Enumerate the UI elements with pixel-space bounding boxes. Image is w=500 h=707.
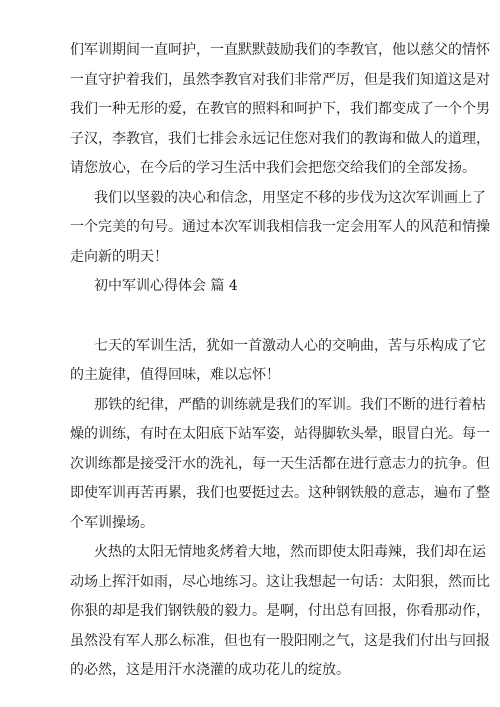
text-line: 我们以坚毅的决心和信念，用坚定不移的步伐为这次军训画上了: [94, 189, 486, 206]
text-line: 的主旋律，值得回味，难以忘怀！: [70, 367, 280, 383]
text-line: 子汉，李教官，我们七排会永远记住您对我们的教诲和做人的道理，: [70, 130, 490, 147]
text-line: 次训练都是接受汗水的洗礼，每一天生活都在进行意志力的抗争。但: [70, 455, 490, 472]
paragraph-5: [70, 538, 490, 686]
text-line: 燥的训练，有时在太阳底下站军姿，站得脚软头晕，眼冒白光。每一: [70, 426, 490, 442]
text-line: 一个完美的句号。通过本次军训我相信我一定会用军人的风范和情操: [70, 219, 490, 235]
text-line: 我们一种无形的爱，在教官的照料和呵护下，我们都变成了一个个男: [70, 101, 490, 117]
text-line: 的必然，这是用汗水浇灌的成功花儿的绽放。: [70, 662, 350, 678]
paragraph-1: [70, 36, 490, 184]
text-line: 火热的太阳无情地炙烤着大地，然而即使太阳毒辣，我们却在运: [94, 544, 486, 560]
text-line: 那铁的纪律，严酷的训练就是我们的军训。我们不断的进行着枯: [94, 396, 486, 413]
text-line: 请您放心，在今后的学习生活中我们会把您交给我们的全部发扬。: [70, 160, 476, 176]
paragraph-3: [70, 332, 486, 391]
text-line: 七天的军训生活，犹如一首激动人心的交响曲，苦与乐构成了它: [94, 337, 486, 354]
text-line: 动场上挥汗如雨，尽心地练习。这让我想起一句话：太阳狠，然而比: [70, 573, 490, 590]
text-line: 走向新的明天！: [70, 248, 168, 265]
section-heading: 初中军训心得体会 篇 4: [94, 278, 238, 294]
text-line: 即使军训再苦再累，我们也要挺过去。这种钢铁般的意志，遍布了整: [70, 485, 490, 501]
text-line: 虽然没有军人那么标准，但也有一股阳刚之气，这是我们付出与回报: [70, 632, 490, 649]
text-line: 个军训操场。: [70, 514, 154, 531]
text-line: 一直守护着我们，虽然李教官对我们非常严厉，但是我们知道这是对: [70, 71, 490, 88]
text-line: 你狠的却是我们钢铁般的毅力。是啊，付出总有回报，你看那动作，: [70, 603, 490, 619]
paragraph-4: [70, 391, 490, 539]
paragraph-2: [70, 184, 490, 273]
text-line: 们军训期间一直呵护，一直默默鼓励我们的李教官，他以慈父的情怀: [70, 42, 490, 58]
